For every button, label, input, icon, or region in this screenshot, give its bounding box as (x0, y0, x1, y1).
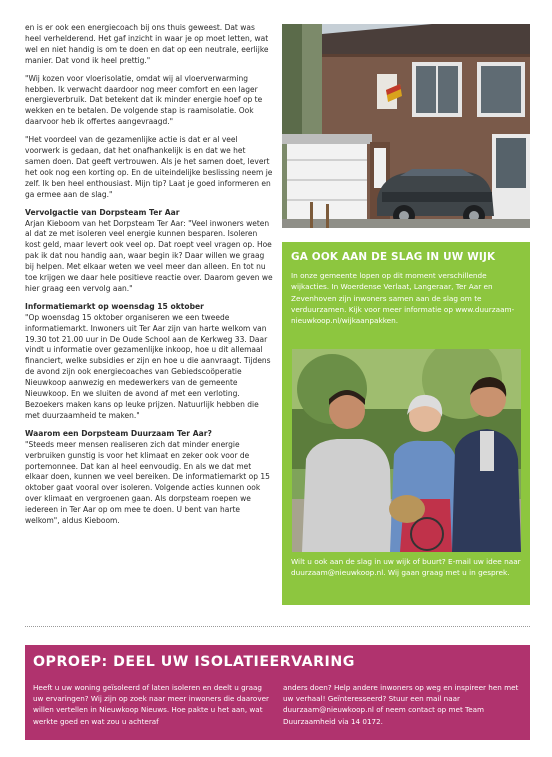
quote-paragraph: "Het voordeel van de gezamenlijke actie is dat er al veel voorwerk is gedaan, dat het onafhankelijk is en dat we het samen doen. Dat geeft vertrouwen. Als je het samen doet, levert het ook nog een korting op. En de uiteindelijke beslissing neem je zelf. Ik ben heel enthousiast. Mijn tip? Laat je goed informeren en ga ermee aan de slag." (25, 135, 273, 199)
section-dorpsteam (25, 429, 273, 527)
article-column (25, 23, 273, 534)
section-heading: Informatiemarkt op woensdag 15 oktober (25, 301, 204, 311)
oproep-text-left: Heeft u uw woning geïsoleerd of laten isoleren en deelt u graag uw ervaringen? Wij zijn op zoek naar meer inwoners die daarover willen vertellen in Nieuwkoop Nieuws. Hoe pakte u het aan, wat werkte goed en wat zou u achteraf (33, 683, 269, 726)
callout-heading: GA OOK AAN DE SLAG IN UW WIJK (291, 251, 496, 263)
quote-paragraph: en is er ook een energiecoach bij ons thuis geweest. Dat was heel verhelderend. Het gaf inzicht in waar je op moet letten, wat wel en niet handig is om te doen en dat op een neutrale, eerlijke manier. Dat vond ik heel prettig." (25, 23, 269, 65)
house-photo (282, 24, 530, 228)
section-body: Arjan Kieboom van het Dorpsteam Ter Aar: "Veel inwoners weten al dat ze met isoleren veel energie kunnen besparen. Isoleren kost geld, maar levert ook veel op. Dat roept veel vragen op. Hoe pak ik dat nou handig aan, waar begin ik? Daar willen we graag bij helpen. Met elkaar weten we veel meer dan alleen. En tot nu toe krijgen we daar hele positieve reactie over. Daarom geven we hier graag een vervolg aan." (25, 218, 273, 293)
section-divider (25, 626, 530, 627)
section-body: "Op woensdag 15 oktober organiseren we een tweede informatiemarkt. Inwoners uit Ter Aar zijn van harte welkom van 19.30 tot 21.00 uur in De Oude School aan de Kerkweg 33. Daar vindt u informatie over gezamenlijke inkoop, hoe u dit allemaal financiert, welke subsidies er zijn en hoe u die aanvraagt. Tijdens de avond zijn ook energiecoaches van Gebiedscoöperatie Nieuwkoop aanwezig en medewerkers van de gemeente Nieuwkoop. En we sluiten de avond af met een verloting. Bezoekers maken kans op leuke prijzen. Natuurlijk hebben die met duurzaamheid te maken." (25, 312, 271, 420)
section-informatiemarkt (25, 302, 273, 422)
oproep-banner (25, 645, 530, 740)
section-heading: Vervolgactie van Dorpsteam Ter Aar (25, 207, 180, 217)
house-photo-illustration (282, 24, 530, 228)
quote-paragraph: "Wij kozen voor vloerisolatie, omdat wij al vloerverwarming hebben. Ik verwacht daardoor nog meer comfort en een lager energieverbruik. Dat betekent dat ik minder energie hoef op te wekken en te betalen. De volgende stap is raamisolatie. Ook daarvoor heb ik offertes aangevraagd." (25, 73, 263, 127)
callout-outro: Wilt u ook aan de slag in uw wijk of buurt? E-mail uw idee naar duurzaam@nieuwkoop.nl. Wij gaan graag met u in gesprek. (291, 557, 521, 578)
oproep-text-right: anders doen? Help andere inwoners op weg en inspireer hen met uw verhaal! Geïnteresseerd? Stuur een mail naar duurzaam@nieuwkoop.nl of neem contact op met Team Duurzaamheid via 14 0172. (283, 683, 519, 726)
callout-intro: In onze gemeente lopen op dit moment verschillende wijkacties. In Woerdense Verlaat, Langeraar, Ter Aar en Zevenhoven zijn inwoners samen aan de slag om te verduurzamen. Kijk voor meer informatie op www.duurzaam-nieuwkoop.nl/wijkaanpakken. (291, 271, 515, 326)
people-photo-illustration (292, 349, 521, 552)
section-heading: Waarom een Dorpsteam Duurzaam Ter Aar? (25, 428, 212, 438)
oproep-heading: OPROEP: DEEL UW ISOLATIEERVARING (33, 654, 355, 670)
section-body: "Steeds meer mensen realiseren zich dat minder energie verbruiken gunstig is voor het klimaat en zeker ook voor de portemonnee. Dat kan al heel eenvoudig. En als we dat met elkaar doen, kunnen we veel bereiken. De informatiemarkt op 15 oktober gaat vooral over isoleren. Volgende acties kunnen ook over klimaat en vergroenen gaan. Als dorpsteam roepen we iedereen in Ter Aar op om mee te doen. U bent van harte welkom", aldus Kieboom. (25, 439, 270, 526)
people-photo (292, 349, 521, 552)
section-vervolgactie (25, 208, 273, 295)
